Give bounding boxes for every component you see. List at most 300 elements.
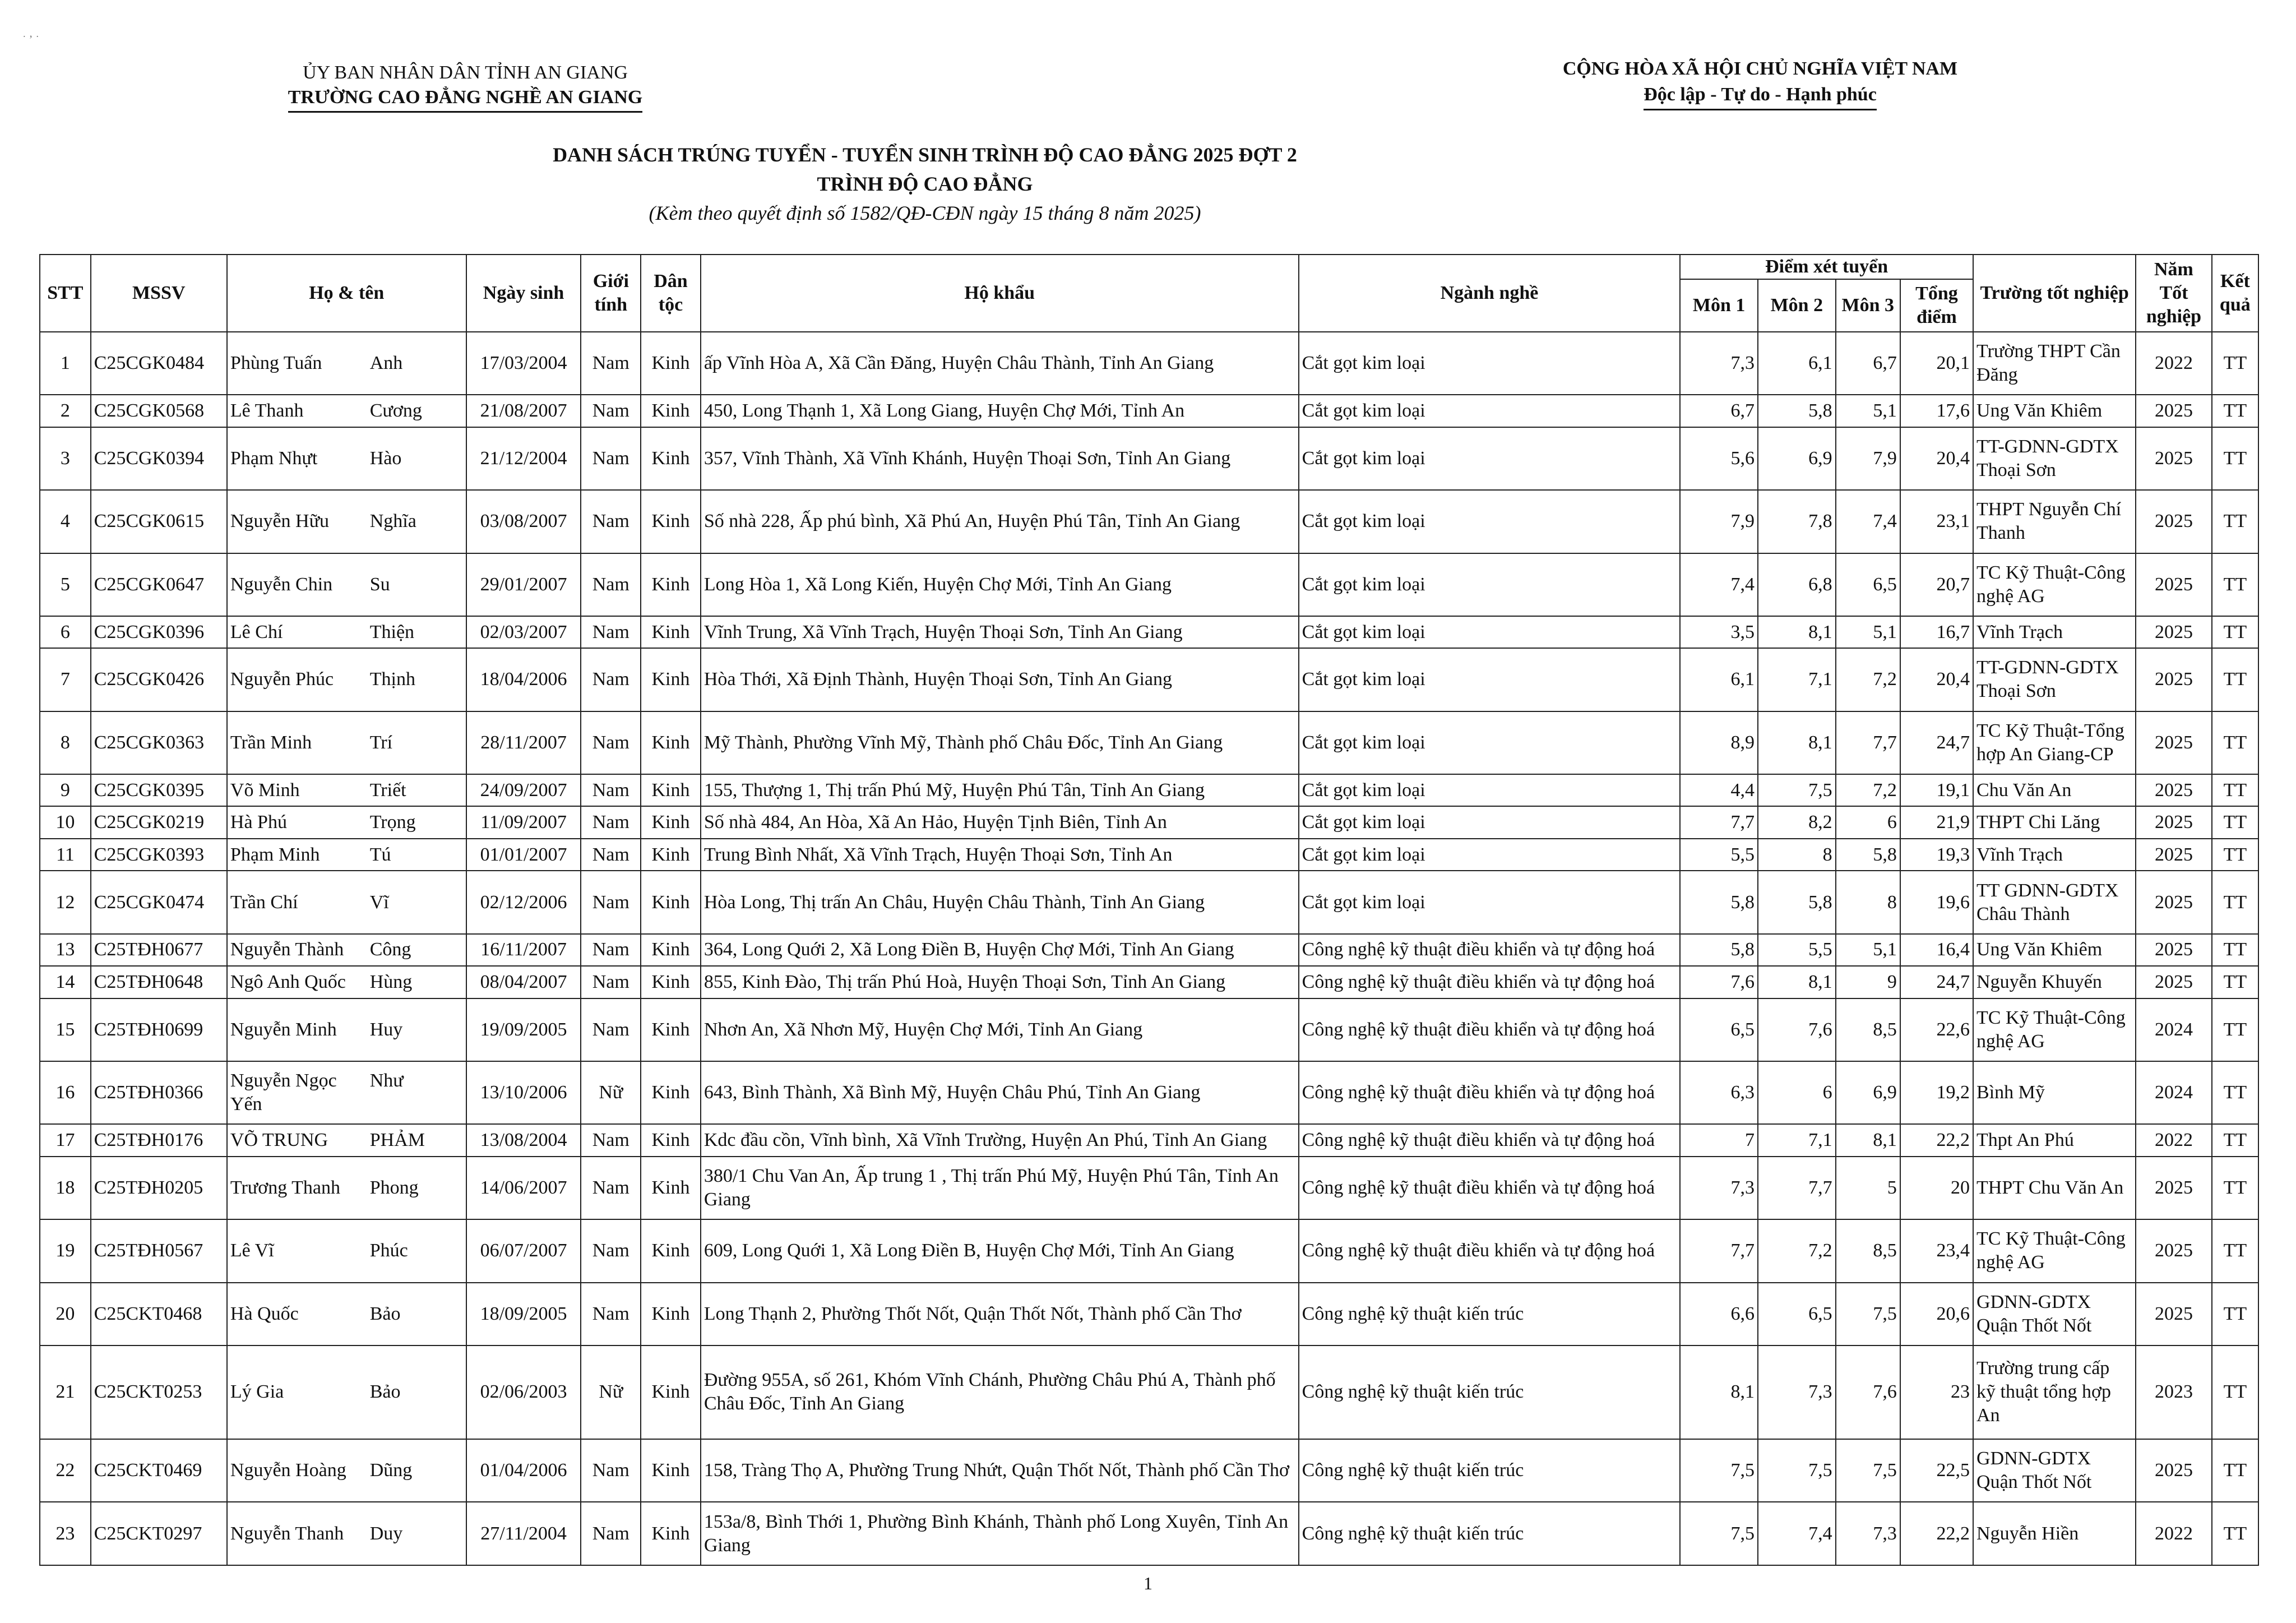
cell-given-name: Thịnh bbox=[369, 669, 415, 690]
cell-name bbox=[227, 1283, 466, 1345]
cell-m2: 8 bbox=[1758, 839, 1836, 871]
cell-m1: 7,7 bbox=[1680, 806, 1758, 838]
cell-dob: 01/04/2006 bbox=[466, 1439, 581, 1502]
col-address: Hộ khẩu bbox=[701, 255, 1299, 332]
cell-dob: 11/09/2007 bbox=[466, 806, 581, 838]
cell-year: 2025 bbox=[2136, 871, 2211, 933]
cell-mssv: C25CKT0469 bbox=[91, 1439, 227, 1502]
cell-address: 855, Kinh Đào, Thị trấn Phú Hoà, Huyện Thoại Sơn, Tỉnh An Giang bbox=[701, 966, 1299, 998]
cell-m1: 4,4 bbox=[1680, 774, 1758, 806]
cell-address: 380/1 Chu Van An, Ấp trung 1 , Thị trấn Phú Mỹ, Huyện Phú Tân, Tỉnh An Giang bbox=[701, 1157, 1299, 1219]
cell-mssv: C25TĐH0648 bbox=[91, 966, 227, 998]
cell-mssv: C25CKT0468 bbox=[91, 1283, 227, 1345]
cell-given-name: Phong bbox=[369, 1177, 419, 1199]
cell-ethnic: Kinh bbox=[641, 1061, 701, 1124]
cell-name bbox=[227, 1502, 466, 1565]
cell-total: 20,4 bbox=[1900, 648, 1973, 711]
table-row bbox=[40, 998, 2258, 1061]
cell-school: Nguyễn Hiền bbox=[1973, 1502, 2136, 1565]
cell-major: Công nghệ kỹ thuật điều khiển và tự động hoá bbox=[1299, 1061, 1681, 1124]
cell-result: TT bbox=[2212, 806, 2258, 838]
cell-major: Cắt gọt kim loại bbox=[1299, 490, 1681, 553]
cell-address: Hòa Thới, Xã Định Thành, Huyện Thoại Sơn, Tỉnh An Giang bbox=[701, 648, 1299, 711]
cell-major: Công nghệ kỹ thuật điều khiển và tự động hoá bbox=[1299, 966, 1681, 998]
cell-gender: Nam bbox=[581, 490, 641, 553]
cell-major: Cắt gọt kim loại bbox=[1299, 774, 1681, 806]
cell-total: 19,2 bbox=[1900, 1061, 1973, 1124]
cell-result: TT bbox=[2212, 839, 2258, 871]
table-row bbox=[40, 839, 2258, 871]
cell-mssv: C25TĐH0176 bbox=[91, 1124, 227, 1156]
cell-gender: Nam bbox=[581, 806, 641, 838]
cell-school: Ung Văn Khiêm bbox=[1973, 395, 2136, 427]
cell-year: 2025 bbox=[2136, 711, 2211, 774]
cell-dob: 08/04/2007 bbox=[466, 966, 581, 998]
cell-address: Long Thạnh 2, Phường Thốt Nốt, Quận Thốt Nốt, Thành phố Cần Thơ bbox=[701, 1283, 1299, 1345]
cell-mssv: C25CKT0297 bbox=[91, 1502, 227, 1565]
cell-name bbox=[227, 998, 466, 1061]
cell-gender: Nam bbox=[581, 1283, 641, 1345]
cell-result: TT bbox=[2212, 332, 2258, 395]
table-row bbox=[40, 490, 2258, 553]
title-line-3: (Kèm theo quyết định số 1582/QĐ-CĐN ngày 15 tháng 8 năm 2025) bbox=[649, 202, 1201, 224]
col-gender: Giới tính bbox=[581, 255, 641, 332]
cell-m1: 5,8 bbox=[1680, 934, 1758, 966]
cell-family-name: Lý Gia bbox=[230, 1381, 284, 1403]
cell-year: 2025 bbox=[2136, 1157, 2211, 1219]
table-row bbox=[40, 648, 2258, 711]
cell-total: 20,7 bbox=[1900, 553, 1973, 616]
table-row bbox=[40, 427, 2258, 490]
cell-m2: 5,5 bbox=[1758, 934, 1836, 966]
cell-name bbox=[227, 490, 466, 553]
cell-m3: 8,5 bbox=[1836, 998, 1900, 1061]
cell-dob: 16/11/2007 bbox=[466, 934, 581, 966]
cell-m3: 7,7 bbox=[1836, 711, 1900, 774]
cell-ethnic: Kinh bbox=[641, 1439, 701, 1502]
cell-family-name: Lê Thanh bbox=[230, 400, 304, 422]
cell-m3: 5 bbox=[1836, 1157, 1900, 1219]
cell-mssv: C25TĐH0205 bbox=[91, 1157, 227, 1219]
cell-family-name: Phạm Minh bbox=[230, 844, 320, 865]
cell-stt: 12 bbox=[40, 871, 91, 933]
cell-ethnic: Kinh bbox=[641, 616, 701, 648]
cell-m3: 5,8 bbox=[1836, 839, 1900, 871]
cell-address: 158, Tràng Thọ A, Phường Trung Nhứt, Quận Thốt Nốt, Thành phố Cần Thơ bbox=[701, 1439, 1299, 1502]
cell-m1: 6,7 bbox=[1680, 395, 1758, 427]
cell-m2: 7,8 bbox=[1758, 490, 1836, 553]
scan-speck: ˙ ʼ ˙ bbox=[22, 34, 39, 46]
cell-address: 450, Long Thạnh 1, Xã Long Giang, Huyện Chợ Mới, Tỉnh An bbox=[701, 395, 1299, 427]
cell-school: Bình Mỹ bbox=[1973, 1061, 2136, 1124]
cell-m3: 5,1 bbox=[1836, 616, 1900, 648]
cell-given-name: Dũng bbox=[369, 1460, 413, 1481]
cell-stt: 3 bbox=[40, 427, 91, 490]
cell-school: TC Kỹ Thuật-Công nghệ AG bbox=[1973, 998, 2136, 1061]
cell-major: Công nghệ kỹ thuật điều khiển và tự động hoá bbox=[1299, 1219, 1681, 1282]
cell-total: 24,7 bbox=[1900, 966, 1973, 998]
table-header bbox=[40, 255, 2258, 332]
cell-school: Nguyễn Khuyến bbox=[1973, 966, 2136, 998]
cell-m2: 7,2 bbox=[1758, 1219, 1836, 1282]
table-row bbox=[40, 806, 2258, 838]
cell-gender: Nam bbox=[581, 1439, 641, 1502]
cell-given-name: Bảo bbox=[369, 1303, 401, 1324]
cell-result: TT bbox=[2212, 1124, 2258, 1156]
cell-year: 2024 bbox=[2136, 998, 2211, 1061]
col-result: Kết quả bbox=[2212, 255, 2258, 332]
cell-address: Kdc đầu cồn, Vĩnh bình, Xã Vĩnh Trường, Huyện An Phú, Tỉnh An Giang bbox=[701, 1124, 1299, 1156]
cell-dob: 24/09/2007 bbox=[466, 774, 581, 806]
cell-given-name: Tú bbox=[369, 844, 391, 865]
cell-mssv: C25TĐH0699 bbox=[91, 998, 227, 1061]
col-major: Ngành nghề bbox=[1299, 255, 1681, 332]
cell-year: 2024 bbox=[2136, 1061, 2211, 1124]
cell-name bbox=[227, 1061, 466, 1124]
table-row bbox=[40, 1061, 2258, 1124]
cell-mssv: C25CGK0474 bbox=[91, 871, 227, 933]
cell-year: 2025 bbox=[2136, 1219, 2211, 1282]
cell-total: 22,5 bbox=[1900, 1439, 1973, 1502]
cell-family-name: Nguyễn Ngọc Yến bbox=[230, 1070, 337, 1115]
cell-result: TT bbox=[2212, 1283, 2258, 1345]
cell-year: 2025 bbox=[2136, 1439, 2211, 1502]
cell-m3: 7,3 bbox=[1836, 1502, 1900, 1565]
cell-total: 23,1 bbox=[1900, 490, 1973, 553]
cell-result: TT bbox=[2212, 490, 2258, 553]
cell-result: TT bbox=[2212, 966, 2258, 998]
cell-result: TT bbox=[2212, 998, 2258, 1061]
document-title bbox=[0, 140, 1850, 228]
table-row bbox=[40, 711, 2258, 774]
header-left-authority: ỦY BAN NHÂN DÂN TỈNH AN GIANG bbox=[303, 62, 628, 83]
cell-school: TC Kỹ Thuật-Công nghệ AG bbox=[1973, 553, 2136, 616]
cell-result: TT bbox=[2212, 1157, 2258, 1219]
cell-name bbox=[227, 395, 466, 427]
cell-ethnic: Kinh bbox=[641, 934, 701, 966]
cell-ethnic: Kinh bbox=[641, 427, 701, 490]
cell-gender: Nam bbox=[581, 934, 641, 966]
table-row bbox=[40, 1439, 2258, 1502]
cell-total: 19,3 bbox=[1900, 839, 1973, 871]
cell-dob: 13/10/2006 bbox=[466, 1061, 581, 1124]
cell-address: 643, Bình Thành, Xã Bình Mỹ, Huyện Châu Phú, Tỉnh An Giang bbox=[701, 1061, 1299, 1124]
cell-ethnic: Kinh bbox=[641, 774, 701, 806]
cell-total: 20,4 bbox=[1900, 427, 1973, 490]
cell-family-name: Phạm Nhựt bbox=[230, 447, 318, 469]
cell-address: 153a/8, Bình Thới 1, Phường Bình Khánh, Thành phố Long Xuyên, Tỉnh An Giang bbox=[701, 1502, 1299, 1565]
cell-major: Công nghệ kỹ thuật điều khiển và tự động hoá bbox=[1299, 1124, 1681, 1156]
table-row bbox=[40, 1283, 2258, 1345]
cell-m3: 7,6 bbox=[1836, 1345, 1900, 1439]
cell-gender: Nam bbox=[581, 427, 641, 490]
cell-mssv: C25CGK0484 bbox=[91, 332, 227, 395]
cell-given-name: Hùng bbox=[369, 971, 413, 992]
cell-mssv: C25CGK0363 bbox=[91, 711, 227, 774]
cell-gender: Nam bbox=[581, 553, 641, 616]
cell-major: Công nghệ kỹ thuật kiến trúc bbox=[1299, 1502, 1681, 1565]
cell-stt: 6 bbox=[40, 616, 91, 648]
cell-family-name: VÕ TRUNG bbox=[230, 1130, 328, 1151]
cell-m3: 7,9 bbox=[1836, 427, 1900, 490]
cell-name bbox=[227, 934, 466, 966]
cell-mssv: C25TĐH0366 bbox=[91, 1061, 227, 1124]
table-row bbox=[40, 774, 2258, 806]
cell-stt: 5 bbox=[40, 553, 91, 616]
cell-gender: Nam bbox=[581, 616, 641, 648]
cell-year: 2025 bbox=[2136, 553, 2211, 616]
cell-m2: 6,5 bbox=[1758, 1283, 1836, 1345]
cell-year: 2025 bbox=[2136, 774, 2211, 806]
cell-m2: 7,5 bbox=[1758, 1439, 1836, 1502]
cell-family-name: Nguyễn Thanh bbox=[230, 1523, 344, 1544]
cell-m1: 7,5 bbox=[1680, 1439, 1758, 1502]
cell-m1: 8,9 bbox=[1680, 711, 1758, 774]
table-row bbox=[40, 871, 2258, 933]
cell-address: 609, Long Quới 1, Xã Long Điền B, Huyện Chợ Mới, Tỉnh An Giang bbox=[701, 1219, 1299, 1282]
col-m2: Môn 2 bbox=[1758, 279, 1836, 332]
cell-year: 2025 bbox=[2136, 1283, 2211, 1345]
cell-mssv: C25CGK0395 bbox=[91, 774, 227, 806]
cell-m2: 6,1 bbox=[1758, 332, 1836, 395]
cell-family-name: Hà Quốc bbox=[230, 1303, 299, 1324]
cell-school: THPT Chu Văn An bbox=[1973, 1157, 2136, 1219]
cell-mssv: C25TĐH0567 bbox=[91, 1219, 227, 1282]
cell-dob: 01/01/2007 bbox=[466, 839, 581, 871]
cell-family-name: Nguyễn Hoàng bbox=[230, 1460, 346, 1481]
cell-family-name: Võ Minh bbox=[230, 779, 300, 801]
cell-result: TT bbox=[2212, 871, 2258, 933]
cell-stt: 11 bbox=[40, 839, 91, 871]
cell-school: Thpt An Phú bbox=[1973, 1124, 2136, 1156]
cell-name bbox=[227, 553, 466, 616]
cell-total: 24,7 bbox=[1900, 711, 1973, 774]
cell-name bbox=[227, 1124, 466, 1156]
cell-ethnic: Kinh bbox=[641, 553, 701, 616]
cell-total: 20,1 bbox=[1900, 332, 1973, 395]
cell-family-name: Lê Vĩ bbox=[230, 1240, 274, 1261]
header-right-motto: Độc lập - Tự do - Hạnh phúc bbox=[1644, 82, 1877, 110]
cell-gender: Nam bbox=[581, 871, 641, 933]
cell-dob: 02/06/2003 bbox=[466, 1345, 581, 1439]
cell-result: TT bbox=[2212, 1502, 2258, 1565]
cell-m3: 6 bbox=[1836, 806, 1900, 838]
cell-stt: 13 bbox=[40, 934, 91, 966]
cell-m2: 6,8 bbox=[1758, 553, 1836, 616]
cell-mssv: C25CGK0396 bbox=[91, 616, 227, 648]
title-line-2: TRÌNH ĐỘ CAO ĐẲNG bbox=[817, 173, 1033, 195]
cell-year: 2023 bbox=[2136, 1345, 2211, 1439]
cell-name bbox=[227, 1157, 466, 1219]
cell-given-name: Như bbox=[369, 1070, 404, 1092]
cell-family-name: Ngô Anh Quốc bbox=[230, 971, 346, 992]
cell-address: Đường 955A, số 261, Khóm Vĩnh Chánh, Phường Châu Phú A, Thành phố Châu Đốc, Tỉnh An Giang bbox=[701, 1345, 1299, 1439]
cell-school: TC Kỹ Thuật-Tổng hợp An Giang-CP bbox=[1973, 711, 2136, 774]
col-m3: Môn 3 bbox=[1836, 279, 1900, 332]
table-row bbox=[40, 616, 2258, 648]
cell-school: TT-GDNN-GDTX Thoại Sơn bbox=[1973, 427, 2136, 490]
col-m1: Môn 1 bbox=[1680, 279, 1758, 332]
title-line-1: DANH SÁCH TRÚNG TUYỂN - TUYỂN SINH TRÌNH ĐỘ CAO ĐẲNG 2025 ĐỢT 2 bbox=[553, 144, 1297, 166]
cell-school: GDNN-GDTX Quận Thốt Nốt bbox=[1973, 1283, 2136, 1345]
cell-m2: 6,9 bbox=[1758, 427, 1836, 490]
table-row bbox=[40, 1124, 2258, 1156]
cell-m1: 7,7 bbox=[1680, 1219, 1758, 1282]
cell-ethnic: Kinh bbox=[641, 839, 701, 871]
cell-name bbox=[227, 711, 466, 774]
cell-mssv: C25CGK0615 bbox=[91, 490, 227, 553]
cell-given-name: Phúc bbox=[369, 1240, 408, 1261]
cell-address: Mỹ Thành, Phường Vĩnh Mỹ, Thành phố Châu Đốc, Tỉnh An Giang bbox=[701, 711, 1299, 774]
cell-result: TT bbox=[2212, 1219, 2258, 1282]
cell-total: 20,6 bbox=[1900, 1283, 1973, 1345]
cell-stt: 19 bbox=[40, 1219, 91, 1282]
cell-gender: Nam bbox=[581, 332, 641, 395]
cell-m1: 7,3 bbox=[1680, 332, 1758, 395]
cell-dob: 29/01/2007 bbox=[466, 553, 581, 616]
col-stt: STT bbox=[40, 255, 91, 332]
cell-result: TT bbox=[2212, 934, 2258, 966]
cell-m1: 7 bbox=[1680, 1124, 1758, 1156]
cell-dob: 27/11/2004 bbox=[466, 1502, 581, 1565]
cell-m3: 5,1 bbox=[1836, 395, 1900, 427]
cell-major: Cắt gọt kim loại bbox=[1299, 427, 1681, 490]
cell-mssv: C25CGK0647 bbox=[91, 553, 227, 616]
cell-ethnic: Kinh bbox=[641, 1124, 701, 1156]
cell-stt: 20 bbox=[40, 1283, 91, 1345]
cell-school: Ung Văn Khiêm bbox=[1973, 934, 2136, 966]
cell-given-name: Triết bbox=[369, 779, 406, 801]
cell-m3: 6,7 bbox=[1836, 332, 1900, 395]
cell-result: TT bbox=[2212, 395, 2258, 427]
cell-m2: 7,7 bbox=[1758, 1157, 1836, 1219]
cell-address: 357, Vĩnh Thành, Xã Vĩnh Khánh, Huyện Thoại Sơn, Tỉnh An Giang bbox=[701, 427, 1299, 490]
cell-school: Trường THPT Cần Đăng bbox=[1973, 332, 2136, 395]
cell-name bbox=[227, 839, 466, 871]
cell-ethnic: Kinh bbox=[641, 1157, 701, 1219]
cell-m3: 7,2 bbox=[1836, 774, 1900, 806]
cell-ethnic: Kinh bbox=[641, 490, 701, 553]
col-ethnic: Dân tộc bbox=[641, 255, 701, 332]
cell-major: Công nghệ kỹ thuật kiến trúc bbox=[1299, 1345, 1681, 1439]
cell-m3: 8 bbox=[1836, 871, 1900, 933]
cell-name bbox=[227, 806, 466, 838]
cell-dob: 19/09/2005 bbox=[466, 998, 581, 1061]
cell-total: 19,1 bbox=[1900, 774, 1973, 806]
table-row bbox=[40, 1219, 2258, 1282]
cell-stt: 1 bbox=[40, 332, 91, 395]
cell-major: Cắt gọt kim loại bbox=[1299, 395, 1681, 427]
cell-address: Hòa Long, Thị trấn An Châu, Huyện Châu Thành, Tỉnh An Giang bbox=[701, 871, 1299, 933]
header-right-country: CỘNG HÒA XÃ HỘI CHỦ NGHĨA VIỆT NAM bbox=[1562, 58, 1958, 79]
cell-school: Vĩnh Trạch bbox=[1973, 616, 2136, 648]
cell-school: THPT Chi Lăng bbox=[1973, 806, 2136, 838]
cell-given-name: Duy bbox=[369, 1523, 403, 1544]
cell-year: 2025 bbox=[2136, 395, 2211, 427]
cell-m1: 7,3 bbox=[1680, 1157, 1758, 1219]
cell-given-name: Huy bbox=[369, 1019, 403, 1040]
cell-given-name: Anh bbox=[369, 353, 403, 374]
table-row bbox=[40, 332, 2258, 395]
cell-school: TC Kỹ Thuật-Công nghệ AG bbox=[1973, 1219, 2136, 1282]
table-row bbox=[40, 966, 2258, 998]
cell-total: 20 bbox=[1900, 1157, 1973, 1219]
col-name: Họ & tên bbox=[227, 255, 466, 332]
cell-m2: 5,8 bbox=[1758, 395, 1836, 427]
cell-school: Vĩnh Trạch bbox=[1973, 839, 2136, 871]
cell-gender: Nam bbox=[581, 1124, 641, 1156]
header-left-school: TRƯỜNG CAO ĐẲNG NGHỀ AN GIANG bbox=[288, 85, 643, 113]
cell-stt: 8 bbox=[40, 711, 91, 774]
cell-result: TT bbox=[2212, 1345, 2258, 1439]
cell-m3: 7,2 bbox=[1836, 648, 1900, 711]
cell-dob: 17/03/2004 bbox=[466, 332, 581, 395]
cell-gender: Nam bbox=[581, 839, 641, 871]
cell-m2: 6 bbox=[1758, 1061, 1836, 1124]
cell-m1: 6,1 bbox=[1680, 648, 1758, 711]
cell-m2: 8,1 bbox=[1758, 616, 1836, 648]
cell-given-name: Thiện bbox=[369, 621, 415, 642]
cell-m1: 6,6 bbox=[1680, 1283, 1758, 1345]
cell-school: TT GDNN-GDTX Châu Thành bbox=[1973, 871, 2136, 933]
cell-m3: 7,4 bbox=[1836, 490, 1900, 553]
cell-given-name: Vĩ bbox=[369, 891, 389, 913]
cell-ethnic: Kinh bbox=[641, 1502, 701, 1565]
cell-stt: 7 bbox=[40, 648, 91, 711]
cell-ethnic: Kinh bbox=[641, 1283, 701, 1345]
cell-family-name: Trần Minh bbox=[230, 732, 312, 753]
cell-mssv: C25CGK0568 bbox=[91, 395, 227, 427]
cell-ethnic: Kinh bbox=[641, 332, 701, 395]
cell-gender: Nam bbox=[581, 1219, 641, 1282]
cell-family-name: Phùng Tuấn bbox=[230, 353, 322, 374]
cell-m2: 8,1 bbox=[1758, 966, 1836, 998]
cell-mssv: C25CGK0426 bbox=[91, 648, 227, 711]
cell-total: 22,2 bbox=[1900, 1502, 1973, 1565]
cell-address: ấp Vĩnh Hòa A, Xã Cần Đăng, Huyện Châu Thành, Tỉnh An Giang bbox=[701, 332, 1299, 395]
cell-gender: Nam bbox=[581, 966, 641, 998]
cell-address: 155, Thượng 1, Thị trấn Phú Mỹ, Huyện Phú Tân, Tỉnh An Giang bbox=[701, 774, 1299, 806]
cell-given-name: Cương bbox=[369, 400, 422, 422]
cell-m2: 7,6 bbox=[1758, 998, 1836, 1061]
cell-result: TT bbox=[2212, 616, 2258, 648]
cell-stt: 4 bbox=[40, 490, 91, 553]
cell-m1: 3,5 bbox=[1680, 616, 1758, 648]
cell-gender: Nam bbox=[581, 774, 641, 806]
cell-gender: Nam bbox=[581, 395, 641, 427]
cell-m2: 8,1 bbox=[1758, 711, 1836, 774]
cell-result: TT bbox=[2212, 774, 2258, 806]
cell-family-name: Nguyễn Thành bbox=[230, 939, 344, 960]
cell-year: 2025 bbox=[2136, 839, 2211, 871]
cell-name bbox=[227, 1345, 466, 1439]
cell-major: Cắt gọt kim loại bbox=[1299, 839, 1681, 871]
cell-name bbox=[227, 648, 466, 711]
cell-major: Công nghệ kỹ thuật điều khiển và tự động hoá bbox=[1299, 934, 1681, 966]
cell-total: 21,9 bbox=[1900, 806, 1973, 838]
table-row bbox=[40, 1157, 2258, 1219]
cell-total: 22,6 bbox=[1900, 998, 1973, 1061]
cell-dob: 28/11/2007 bbox=[466, 711, 581, 774]
cell-dob: 13/08/2004 bbox=[466, 1124, 581, 1156]
cell-dob: 18/09/2005 bbox=[466, 1283, 581, 1345]
header-left bbox=[269, 61, 661, 113]
cell-address: Số nhà 484, An Hòa, Xã An Hảo, Huyện Tịnh Biên, Tỉnh An bbox=[701, 806, 1299, 838]
cell-address: Số nhà 228, Ấp phú bình, Xã Phú An, Huyện Phú Tân, Tỉnh An Giang bbox=[701, 490, 1299, 553]
table-row bbox=[40, 934, 2258, 966]
cell-major: Công nghệ kỹ thuật điều khiển và tự động hoá bbox=[1299, 998, 1681, 1061]
cell-year: 2025 bbox=[2136, 648, 2211, 711]
